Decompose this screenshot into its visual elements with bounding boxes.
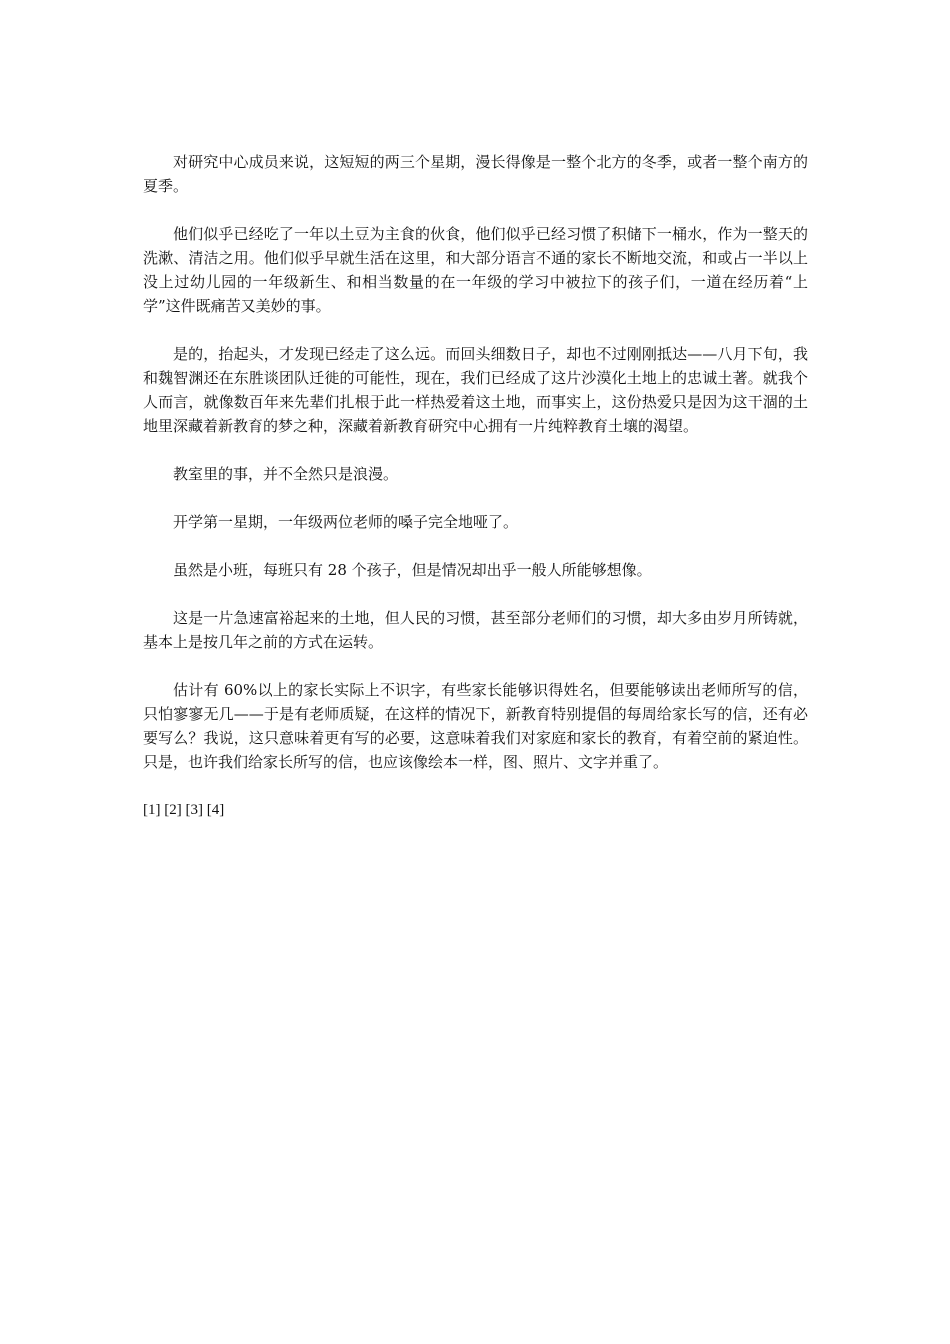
- page-link-1[interactable]: [1]: [143, 802, 161, 818]
- paragraph-8: 估计有 60%以上的家长实际上不识字，有些家长能够识得姓名，但要能够读出老师所写的信，只怕寥寥无几——于是有老师质疑，在这样的情况下，新教育特别提倡的每周给家长写的信，还有必要写么？我说，这只意味着更有写的必要，这意味着我们对家庭和家长的教育，有着空前的紧迫性。只是，也许我们给家长所写的信，也应该像绘本一样，图、照片、文字并重了。: [143, 681, 808, 771]
- article-body: [143, 150, 808, 822]
- paragraph-5: 开学第一星期，一年级两位老师的嗓子完全地哑了。: [173, 513, 519, 531]
- page-link-3[interactable]: [3]: [185, 802, 203, 818]
- paragraph-1: 对研究中心成员来说，这短短的两三个星期，漫长得像是一整个北方的冬季，或者一整个南方的夏季。: [143, 153, 808, 195]
- paragraph-6: 虽然是小班，每班只有 28 个孩子，但是情况却出乎一般人所能够想像。: [173, 561, 652, 579]
- page-link-4[interactable]: [4]: [206, 802, 225, 818]
- page-link-2[interactable]: [2]: [164, 802, 182, 818]
- pagination: [143, 798, 808, 822]
- paragraph-7: 这是一片急速富裕起来的土地，但人民的习惯，甚至部分老师们的习惯，却大多由岁月所铸就，基本上是按几年之前的方式在运转。: [143, 609, 808, 651]
- paragraph-4: 教室里的事，并不全然只是浪漫。: [173, 465, 399, 483]
- paragraph-3: 是的，抬起头，才发现已经走了这么远。而回头细数日子，却也不过刚刚抵达——八月下旬，我和魏智渊还在东胜谈团队迁徙的可能性，现在，我们已经成了这片沙漠化土地上的忠诚土著。就我个人而言，就像数百年来先辈们扎根于此一样热爱着这土地，而事实上，这份热爱只是因为这干涸的土地里深藏着新教育的梦之种，深藏着新教育研究中心拥有一片纯粹教育土壤的渴望。: [143, 345, 808, 435]
- paragraph-2: 他们似乎已经吃了一年以土豆为主食的伙食，他们似乎已经习惯了积储下一桶水，作为一整天的洗漱、清洁之用。他们似乎早就生活在这里，和大部分语言不通的家长不断地交流，和或占一半以上没上过幼儿园的一年级新生、和相当数量的在一年级的学习中被拉下的孩子们，一道在经历着“上学”这件既痛苦又美妙的事。: [143, 225, 808, 315]
